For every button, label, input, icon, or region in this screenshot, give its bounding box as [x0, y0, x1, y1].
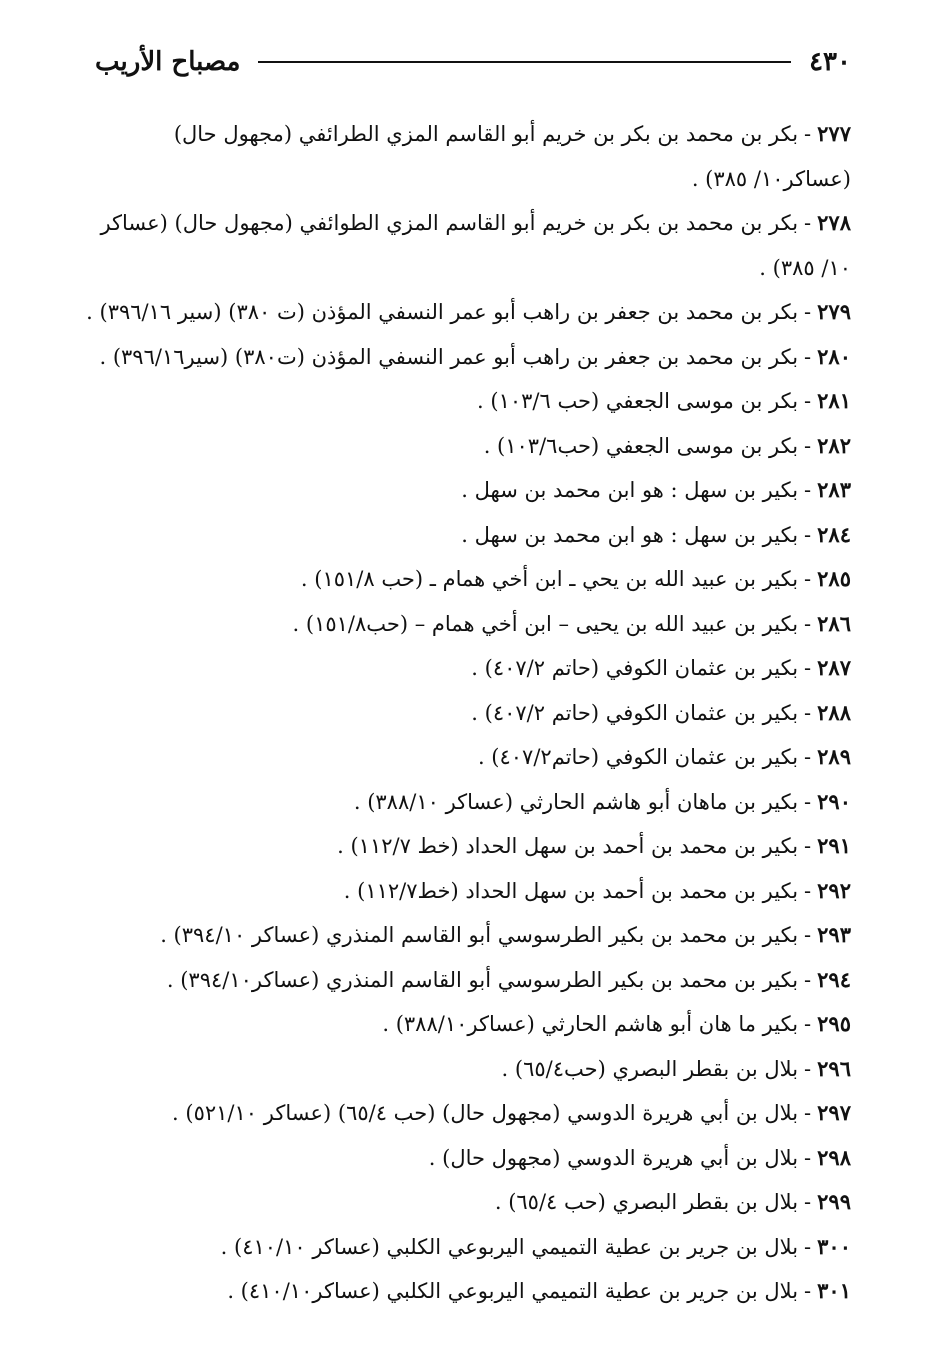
entry-number: ٣٠١ — [817, 1278, 851, 1303]
entry-number: ٢٩٦ — [817, 1055, 851, 1081]
entry-text: بكير بن محمد بن بكير الطرسوسي أبو القاسم المنذري (عساكر ٣٩٤/١٠) . — [160, 923, 799, 947]
entry-number: ٢٨٤ — [817, 521, 851, 547]
list-item: ٢٨٢-بكر بن موسى الجعفي (حب١٠٣/٦) . — [483, 432, 851, 458]
list-item: ٢٩٤-بكير بن محمد بن بكير الطرسوسي أبو القاسم المنذري (عساكر٣٩٤/١٠) . — [166, 966, 851, 992]
list-item: ٢٨٧-بكير بن عثمان الكوفي (حاتم ٤٠٧/٢) . — [471, 655, 851, 680]
list-item: ٢٩٣-بكير بن محمد بن بكير الطرسوسي أبو القاسم المنذري (عساكر ٣٩٤/١٠) . — [160, 922, 851, 947]
entry-text: بكير بن عثمان الكوفي (حاتم٤٠٧/٢) . — [477, 745, 799, 769]
list-item: ٢٩٥-بكير ما هان أبو هاشم الحارثي (عساكر٣٨٨/١٠) . — [382, 1011, 851, 1036]
list-item: ٢٨٣-بكير بن سهل : هو ابن محمد بن سهل . — [461, 477, 851, 502]
list-item: ٢٧٧-بكر بن محمد بن بكر بن خريم أبو القاسم المزي الطرائفي (مجهول حال) (عساكر١٠/ ٣٨٥) . — [173, 121, 851, 191]
list-item: ٢٨٩-بكير بن عثمان الكوفي (حاتم٤٠٧/٢) . — [477, 744, 851, 769]
list-item: ٢٨١-بكر بن موسى الجعفي (حب ١٠٣/٦) . — [477, 388, 851, 413]
entry-text: بكر بن موسى الجعفي (حب ١٠٣/٦) . — [477, 389, 799, 413]
list-item: ٢٨٨-بكير بن عثمان الكوفي (حاتم ٤٠٧/٢) . — [471, 699, 851, 725]
entry-number: ٢٩١ — [817, 833, 851, 858]
list-item: ٢٩٧-بلال بن أبي هريرة الدوسي (مجهول حال) (حب ٦٥/٤) (عساكر ٥٢١/١٠) . — [172, 1100, 851, 1125]
entry-text: بكير بن عثمان الكوفي (حاتم ٤٠٧/٢) . — [471, 700, 799, 725]
entry-text: بلال بن جرير بن عطية التميمي اليربوعي الكلبي (عساكر ٤١٠/١٠) . — [220, 1234, 799, 1259]
list-item: ٣٠٠-بلال بن جرير بن عطية التميمي اليربوعي الكلبي (عساكر ٤١٠/١٠) . — [220, 1233, 851, 1259]
entry-text: بلال بن أبي هريرة الدوسي (مجهول حال) . — [428, 1145, 799, 1170]
list-item: ٢٩٩-بلال بن بقطر البصري (حب ٦٥/٤) . — [494, 1189, 851, 1214]
list-item: ٢٨٥-بكير بن عبيد الله بن يحي ـ ابن أخي همام ـ (حب ١٥١/٨) . — [300, 566, 851, 591]
entry-text: بلال بن جرير بن عطية التميمي اليربوعي الكلبي (عساكر٤١٠/١٠) . — [227, 1279, 799, 1303]
entry-text: بكير بن ماهان أبو هاشم الحارثي (عساكر ٣٨٨/١٠) . — [353, 789, 799, 814]
entry-number: ٢٨٠ — [817, 343, 851, 369]
entry-number: ٢٩٧ — [817, 1100, 851, 1125]
entry-number: ٢٩٩ — [817, 1189, 851, 1214]
entry-number: ٢٨٣ — [817, 477, 851, 502]
list-item: ٢٧٩-بكر بن محمد بن جعفر بن راهب أبو عمر النسفي المؤذن (ت ٣٨٠) (سير ٣٩٦/١٦) . — [86, 299, 851, 324]
entry-number: ٢٨٢ — [817, 432, 851, 458]
list-item: ٢٩٨-بلال بن أبي هريرة الدوسي (مجهول حال) . — [428, 1144, 851, 1170]
entry-text: بلال بن أبي هريرة الدوسي (مجهول حال) (حب ٦٥/٤) (عساكر ٥٢١/١٠) . — [172, 1101, 799, 1125]
entry-number: ٢٨٩ — [817, 744, 851, 769]
list-item: ٢٩٢-بكير بن محمد بن أحمد بن سهل الحداد (خط١١٢/٧) . — [343, 877, 851, 903]
entry-number: ٢٩٨ — [817, 1144, 851, 1170]
entry-number: ٢٩٣ — [817, 922, 851, 947]
page-number: ٤٣٠ — [809, 47, 851, 77]
entry-text: بكير بن محمد بن بكير الطرسوسي أبو القاسم المنذري (عساكر٣٩٤/١٠) . — [166, 967, 799, 992]
entry-text: بكير بن عثمان الكوفي (حاتم ٤٠٧/٢) . — [471, 656, 799, 680]
list-item: ٢٨٠-بكر بن محمد بن جعفر بن راهب أبو عمر النسفي المؤذن (ت٣٨٠) (سير٣٩٦/١٦) . — [99, 343, 851, 369]
entry-number: ٢٨١ — [817, 388, 851, 413]
entry-number: ٢٨٦ — [817, 610, 851, 636]
entry-text: بلال بن بقطر البصري (حب ٦٥/٤) . — [494, 1190, 799, 1214]
entry-number: ٢٩٥ — [817, 1011, 851, 1036]
entry-text: بكير بن محمد بن أحمد بن سهل الحداد (خط ١١٢/٧) . — [337, 834, 799, 858]
list-item: ٢٨٤-بكير بن سهل : هو ابن محمد بن سهل . — [461, 521, 851, 547]
entry-text: بكر بن محمد بن بكر بن خريم أبو القاسم المزي الطرائفي (مجهول حال) (عساكر١٠/ ٣٨٥) . — [173, 122, 851, 191]
entry-number: ٢٧٧ — [817, 121, 851, 146]
entry-number: ٢٧٩ — [817, 299, 851, 324]
entry-number: ٢٧٨ — [817, 210, 851, 235]
list-item: ٢٧٨-بكر بن محمد بن بكر بن خريم أبو القاسم المزي الطوائفي (مجهول حال) (عساكر ١٠/ ٣٨٥) . — [100, 210, 851, 280]
entry-text: بكر بن موسى الجعفي (حب١٠٣/٦) . — [483, 433, 799, 458]
list-item: ٢٩٦-بلال بن بقطر البصري (حب٦٥/٤) . — [501, 1055, 851, 1081]
entry-text: بكير بن محمد بن أحمد بن سهل الحداد (خط١١٢/٧) . — [343, 878, 799, 903]
entry-text: بكير بن سهل : هو ابن محمد بن سهل . — [461, 522, 799, 547]
header-rule — [258, 61, 791, 63]
page-header — [95, 40, 851, 84]
list-item: ٣٠١-بلال بن جرير بن عطية التميمي اليربوعي الكلبي (عساكر٤١٠/١٠) . — [227, 1278, 851, 1303]
entry-text: بكر بن محمد بن جعفر بن راهب أبو عمر النسفي المؤذن (ت ٣٨٠) (سير ٣٩٦/١٦) . — [86, 300, 799, 324]
list-item: ٢٨٦-بكير بن عبيد الله بن يحيى – ابن أخي همام – (حب١٥١/٨) . — [292, 610, 851, 636]
entry-number: ٢٨٥ — [817, 566, 851, 591]
entry-number: ٣٠٠ — [817, 1233, 851, 1259]
entry-text: بكير بن عبيد الله بن يحيى – ابن أخي همام – (حب١٥١/٨) . — [292, 611, 799, 636]
entry-text: بكير بن عبيد الله بن يحي ـ ابن أخي همام ـ (حب ١٥١/٨) . — [300, 567, 799, 591]
entry-text: بكير ما هان أبو هاشم الحارثي (عساكر٣٨٨/١٠) . — [382, 1012, 799, 1036]
list-item: ٢٩٠-بكير بن ماهان أبو هاشم الحارثي (عساكر ٣٨٨/١٠) . — [353, 788, 851, 814]
entry-list — [85, 112, 851, 1314]
book-title: مصباح الأريب — [95, 47, 241, 77]
entry-text: بلال بن بقطر البصري (حب٦٥/٤) . — [501, 1056, 799, 1081]
entry-number: ٢٩٤ — [817, 966, 851, 992]
entry-number: ٢٩٢ — [817, 877, 851, 903]
entry-number: ٢٨٧ — [817, 655, 851, 680]
entry-number: ٢٩٠ — [817, 788, 851, 814]
entry-text: بكير بن سهل : هو ابن محمد بن سهل . — [461, 478, 799, 502]
entry-text: بكر بن محمد بن بكر بن خريم أبو القاسم المزي الطوائفي (مجهول حال) (عساكر ١٠/ ٣٨٥) . — [100, 211, 851, 280]
entry-text: بكر بن محمد بن جعفر بن راهب أبو عمر النسفي المؤذن (ت٣٨٠) (سير٣٩٦/١٦) . — [99, 344, 799, 369]
list-item: ٢٩١-بكير بن محمد بن أحمد بن سهل الحداد (خط ١١٢/٧) . — [337, 833, 851, 858]
entry-number: ٢٨٨ — [817, 699, 851, 725]
